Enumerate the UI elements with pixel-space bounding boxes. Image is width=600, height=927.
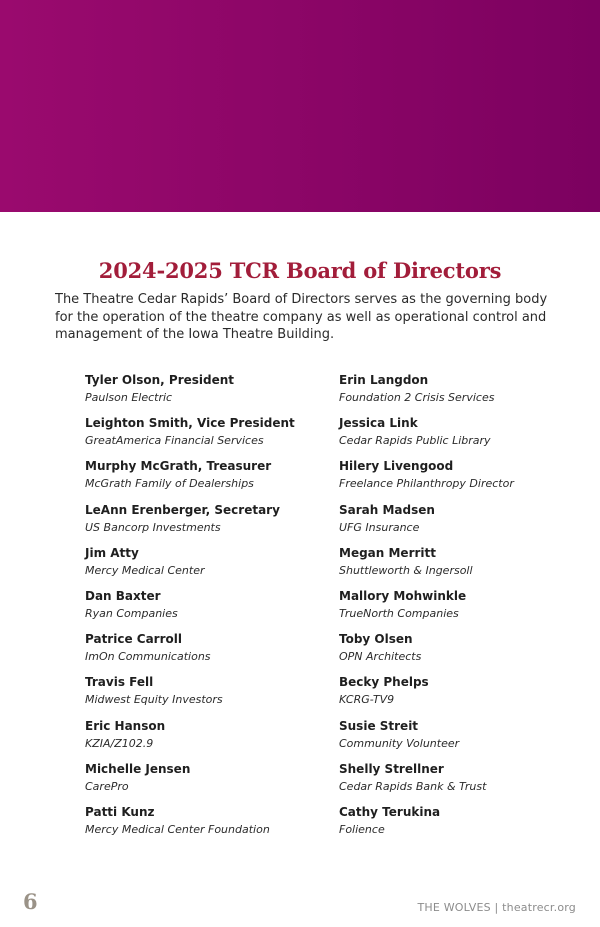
- member-name: Jim Atty: [85, 545, 139, 560]
- member-name: Erin Langdon: [339, 373, 429, 387]
- page-title: 2024-2025 TCR Board of Directors: [98, 258, 502, 283]
- member-name: Eric Hanson: [85, 718, 166, 733]
- member-name: Michelle Jensen: [85, 761, 191, 776]
- member-organization: OPN Architects: [339, 650, 422, 664]
- board-member: [339, 373, 579, 416]
- member-organization: Foundation 2 Crisis Services: [339, 391, 495, 404]
- member-name: Shelly Strellner: [339, 761, 444, 776]
- member-name: Megan Merritt: [339, 545, 436, 560]
- board-member: [339, 416, 579, 459]
- member-name: Cathy Terukina: [339, 804, 441, 819]
- board-member: [339, 675, 579, 718]
- member-name: Sarah Madsen: [339, 502, 435, 517]
- member-name: Tyler Olson, President: [85, 373, 235, 387]
- member-name: Dan Baxter: [85, 588, 161, 603]
- member-organization: Community Volunteer: [339, 736, 460, 750]
- member-name: Toby Olsen: [339, 632, 413, 647]
- member-organization: CarePro: [85, 779, 129, 793]
- board-member: [339, 546, 579, 589]
- member-name: Travis Fell: [85, 675, 154, 690]
- board-member: [339, 503, 579, 546]
- board-member: [85, 589, 325, 632]
- board-member: [85, 373, 325, 416]
- member-organization: Cedar Rapids Bank & Trust: [339, 779, 487, 793]
- member-organization: Midwest Equity Investors: [85, 693, 223, 707]
- page-number: 6: [23, 889, 38, 914]
- member-organization: US Bancorp Investments: [85, 520, 221, 534]
- member-organization: Mercy Medical Center Foundation: [85, 822, 270, 836]
- member-organization: Paulson Electric: [85, 391, 173, 404]
- board-member: [85, 546, 325, 589]
- member-name: Jessica Link: [339, 416, 418, 431]
- member-name: Becky Phelps: [339, 675, 429, 690]
- member-name: Hilery Livengood: [339, 459, 454, 474]
- board-member: [85, 416, 325, 459]
- board-member: [339, 589, 579, 632]
- member-organization: Freelance Philanthropy Director: [339, 477, 514, 491]
- member-organization: TrueNorth Companies: [339, 606, 459, 620]
- member-organization: ImOn Communications: [85, 650, 211, 664]
- board-member: [339, 762, 579, 805]
- board-member: [339, 805, 579, 848]
- member-organization: GreatAmerica Financial Services: [85, 434, 264, 448]
- board-member: [85, 805, 325, 848]
- board-member: [85, 719, 325, 762]
- member-name: Mallory Mohwinkle: [339, 588, 467, 603]
- header-banner: [0, 0, 600, 212]
- board-member: [85, 459, 325, 502]
- member-name: Susie Streit: [339, 718, 419, 733]
- member-name: Leighton Smith, Vice President: [85, 416, 295, 431]
- board-list-left: [85, 373, 325, 848]
- board-member: [85, 503, 325, 546]
- intro-paragraph: The Theatre Cedar Rapids’ Board of Directors serves as the governing body for the operation of the theatre company as well as operational control and management of the Iowa Theatre Building.: [55, 292, 548, 342]
- board-member: [339, 459, 579, 502]
- board-member: [85, 632, 325, 675]
- member-name: Murphy McGrath, Treasurer: [85, 459, 272, 474]
- member-organization: Shuttleworth & Ingersoll: [339, 563, 473, 577]
- member-name: Patrice Carroll: [85, 632, 182, 647]
- board-list-right: [339, 373, 579, 848]
- member-organization: Cedar Rapids Public Library: [339, 434, 491, 448]
- member-organization: KCRG-TV9: [339, 693, 395, 707]
- footer-text: THE WOLVES | theatrecr.org: [417, 901, 576, 914]
- board-member: [85, 675, 325, 718]
- member-organization: KZIA/Z102.9: [85, 736, 154, 750]
- member-name: Patti Kunz: [85, 804, 155, 819]
- member-name: LeAnn Erenberger, Secretary: [85, 502, 280, 517]
- member-organization: McGrath Family of Dealerships: [85, 477, 254, 491]
- member-organization: UFG Insurance: [339, 520, 420, 534]
- member-organization: Folience: [339, 822, 385, 836]
- board-member: [85, 762, 325, 805]
- member-organization: Ryan Companies: [85, 606, 178, 620]
- member-organization: Mercy Medical Center: [85, 563, 205, 577]
- board-member: [339, 632, 579, 675]
- board-member: [339, 719, 579, 762]
